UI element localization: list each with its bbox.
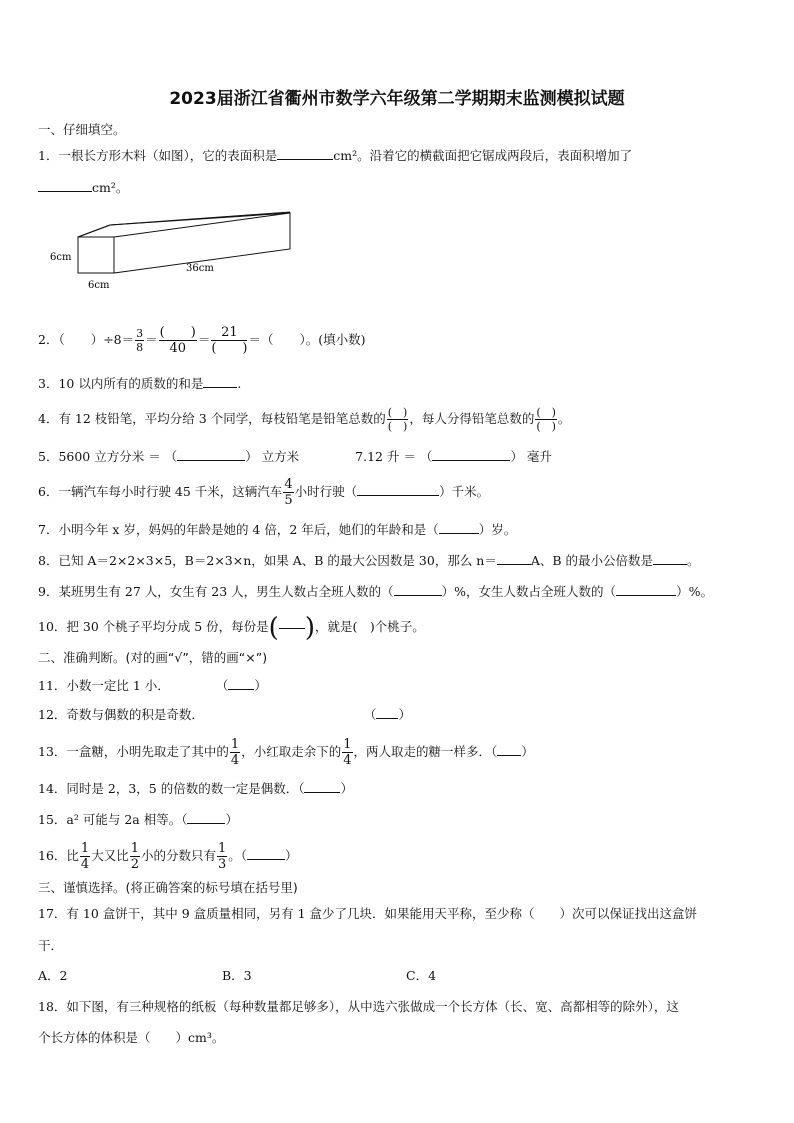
- answer-blank[interactable]: [228, 677, 254, 690]
- answer-blank[interactable]: [187, 811, 225, 824]
- fraction: $\frac{1}{4}$: [343, 737, 352, 768]
- option-b[interactable]: B．3: [222, 968, 252, 983]
- question-14: 14．同时是 2，3，5 的倍数的数一定是偶数．（ ）: [38, 781, 353, 796]
- answer-blank[interactable]: [497, 743, 521, 756]
- cuboid-figure: [48, 205, 300, 295]
- fraction-blank[interactable]: $\frac{( )}{( )}$: [536, 406, 556, 433]
- question-8: 8．已知 A＝2×2×3×5，B＝2×3×n，如果 A、B 的最大公因数是 30，那么 n＝ A、B 的最小公倍数是 。: [38, 553, 700, 568]
- fraction-blank[interactable]: $\frac{21}{( )}$: [211, 325, 248, 356]
- question-4: 4．有 12 枝铅笔，平均分给 3 个同学，每枝铅笔是铅笔总数的 $\frac{( )}{( )}$ ，每人分得铅笔总数的 $\frac{( )}{( )}$ 。: [38, 406, 571, 433]
- answer-blank[interactable]: [376, 706, 398, 719]
- answer-blank[interactable]: [653, 552, 687, 565]
- answer-blank[interactable]: [277, 147, 333, 160]
- question-5: 5．5600 立方分米 ＝ （ ） 立方米 7.12 升 ＝ （ ） 毫升: [38, 449, 552, 464]
- fraction: $\frac{1}{4}$: [230, 737, 240, 768]
- fraction: $\frac{1}{4}$: [80, 841, 90, 872]
- dim-length-label: 36cm: [186, 263, 214, 274]
- fraction-blank[interactable]: $\frac{( )}{( )}$: [387, 406, 408, 433]
- question-13: 13．一盒糖，小明先取走了其中的 $\frac{1}{4}$ ，小红取走余下的 $\frac{1}{4}$ ，两人取走的糖一样多．（ ）: [38, 737, 534, 768]
- fraction: $\frac{1}{3}$: [218, 841, 227, 872]
- answer-blank[interactable]: [357, 483, 439, 496]
- section-heading-choice: 三、谨慎选择。(将正确答案的标号填在括号里): [38, 880, 298, 895]
- answer-blank[interactable]: [616, 583, 676, 596]
- answer-blank[interactable]: [432, 448, 510, 461]
- question-17: 17．有 10 盒饼干，其中 9 盒质量相同，另有 1 盒少了几块．如果能用天平称，至少称（ ）次可以保证找出这盒饼: [38, 906, 698, 921]
- question-1: 1．一根长方形木料（如图），它的表面积是 cm²。沿着它的横截面把它锯成两段后，表面积增加了: [38, 148, 633, 163]
- question-1-cont: cm²。: [38, 179, 128, 196]
- section-heading-fill: 一、仔细填空。: [38, 122, 126, 137]
- dim-height-label: 6cm: [50, 252, 72, 263]
- answer-blank[interactable]: [247, 847, 285, 860]
- option-c[interactable]: C．4: [406, 968, 437, 983]
- fraction: $\frac{3}{8}$: [136, 327, 144, 354]
- question-9: 9．某班男生有 27 人，女生有 23 人，男生人数占全班人数的（ ）%，女生人数占全班人数的（ ）%。: [38, 584, 713, 599]
- question-2: 2．（ ）÷8＝ $\frac{3}{8}$ ＝ $\frac{( )}{40}$ ＝ $\frac{21}{( )}$ ＝（ ）。(填小数): [38, 325, 366, 356]
- option-a[interactable]: A．2: [38, 968, 68, 983]
- section-heading-judge: 二、准确判断。(对的画“√”，错的画“×”): [38, 650, 268, 665]
- answer-blank[interactable]: [203, 375, 237, 388]
- answer-blank[interactable]: [304, 780, 340, 793]
- fraction: $\frac{4}{5}$: [284, 477, 293, 508]
- paren-fraction-blank[interactable]: ( ): [268, 612, 315, 643]
- page-title: 2023届浙江省衢州市数学六年级第二学期期末监测模拟试题: [169, 89, 625, 109]
- question-6: 6．一辆汽车每小时行驶 45 千米，这辆汽车 $\frac{4}{5}$ 小时行驶（ ）千米。: [38, 477, 490, 508]
- question-18: 18．如下图，有三种规格的纸板（每种数量都足够多），从中选六张做成一个长方体（长、宽、高都相等的除外），这: [38, 999, 679, 1014]
- answer-blank[interactable]: [439, 521, 479, 534]
- question-12: 12．奇数与偶数的积是奇数． （ ）: [38, 707, 411, 722]
- question-3: 3．10 以内所有的质数的和是 .: [38, 376, 242, 391]
- answer-blank[interactable]: [38, 179, 92, 192]
- question-18-cont: 个长方体的体积是（ ）cm³。: [38, 1030, 225, 1045]
- dim-width-label: 6cm: [88, 280, 110, 291]
- fraction: $\frac{1}{2}$: [130, 841, 139, 872]
- question-15: 15．a² 可能与 2a 相等。（ ）: [38, 812, 238, 827]
- question-10: 10．把 30 个桃子平均分成 5 份，每份是( )，就是( )个桃子。: [38, 612, 425, 643]
- question-16: 16．比 $\frac{1}{4}$ 大又比 $\frac{1}{2}$ 小的分数只有 $\frac{1}{3}$ 。（ ）: [38, 841, 298, 872]
- fraction-blank[interactable]: $\frac{( )}{40}$: [159, 325, 196, 356]
- question-11: 11．小数一定比 1 小． （ ）: [38, 678, 267, 693]
- answer-blank[interactable]: [177, 448, 245, 461]
- answer-blank[interactable]: [497, 552, 531, 565]
- question-17-cont: 干．: [38, 938, 64, 953]
- answer-blank[interactable]: [394, 583, 442, 596]
- question-7: 7．小明今年 x 岁，妈妈的年龄是她的 4 倍，2 年后，她们的年龄和是（ ）岁。: [38, 522, 517, 537]
